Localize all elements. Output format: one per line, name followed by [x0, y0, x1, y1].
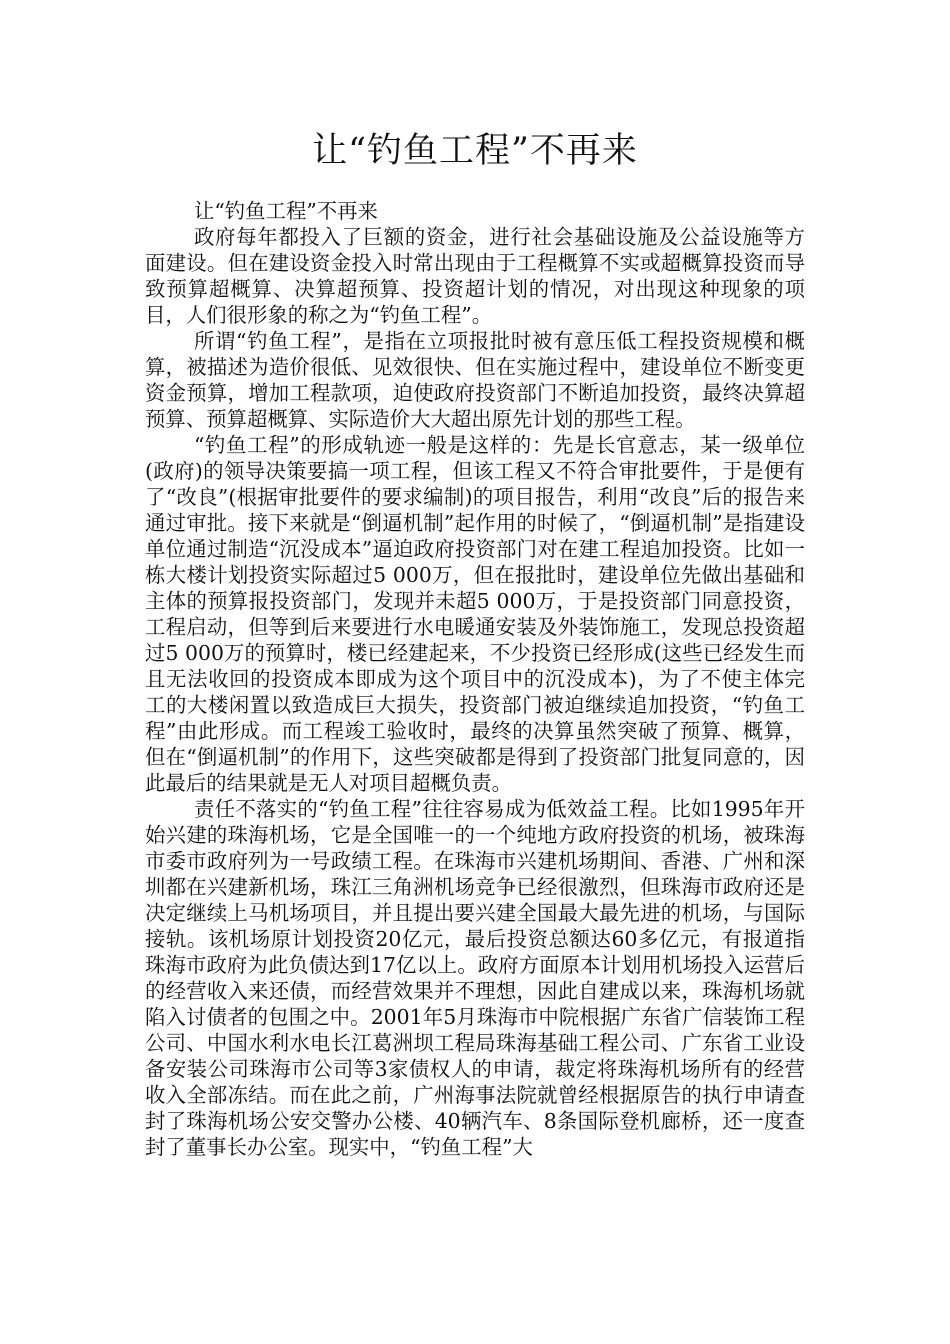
- paragraph-intro: 政府每年都投入了巨额的资金，进行社会基础设施及公益设施等方面建设。但在建设资金投入时常出现由于工程概算不实或超概算投资而导致预算超概算、决算超预算、投资超计划的情况，对出现这种现象的项目，人们很形象的称之为“钓鱼工程”。: [145, 225, 805, 327]
- paragraph-formation: “钓鱼工程”的形成轨迹一般是这样的：先是长官意志，某一级单位(政府)的领导决策要搞一项工程，但该工程又不符合审批要件，于是便有了“改良”(根据审批要件的要求编制)的项目报告，利用“改良”后的报告来通过审批。接下来就是“倒逼机制”起作用的时候了，“倒逼机制”是指建设单位通过制造“沉没成本”逼迫政府投资部门对在建工程追加投资。比如一栋大楼计划投资实际超过5 000万，但在报批时，建设单位先做出基础和主体的预算报投资部门，发现并未超5 000万，于是投资部门同意投资，工程启动，但等到后来要进行水电暖通安装及外装饰施工，发现总投资超过5 000万的预算时，楼已经建起来，不少投资已经形成(这些已经发生而且无法收回的投资成本即成为这个项目中的沉没成本)，为了不使主体完工的大楼闲置以致造成巨大损失，投资部门被迫继续追加投资，“钓鱼工程”由此形成。而工程竣工验收时，最终的决算虽然突破了预算、概算，但在“倒逼机制”的作用下，这些突破都是得到了投资部门批复同意的，因此最后的结果就是无人对项目超概负责。: [145, 433, 805, 795]
- document-subtitle: 让“钓鱼工程”不再来: [193, 199, 378, 223]
- document-title: 让“钓鱼工程”不再来: [312, 131, 638, 171]
- paragraph-example: 责任不落实的“钓鱼工程”往往容易成为低效益工程。比如1995年开始兴建的珠海机场，它是全国唯一的一个纯地方政府投资的机场，被珠海市委市政府列为一号政绩工程。在珠海市兴建机场期间、香港、广州和深圳都在兴建新机场，珠江三角洲机场竞争已经很激烈，但珠海市政府还是决定继续上马机场项目，并且提出要兴建全国最大最先进的机场，与国际接轨。该机场原计划投资20亿元，最后投资总额达60多亿元，有报道指珠海市政府为此负债达到17亿以上。政府方面原本计划用机场投入运营后的经营收入来还债，而经营效果并不理想，因此自建成以来，珠海机场就陷入讨债者的包围之中。2001年5月珠海市中院根据广东省广信装饰工程公司、中国水利水电长江葛洲坝工程局珠海基础工程公司、广东省工业设备安装公司珠海市公司等3家债权人的申请，裁定将珠海机场所有的经营收入全部冻结。而在此之前，广州海事法院就曾经根据原告的执行申请查封了珠海机场公安交警办公楼、40辆汽车、8条国际登机廊桥，还一度查封了董事长办公室。现实中，“钓鱼工程”大: [145, 797, 805, 1159]
- paragraph-definition: 所谓“钓鱼工程”，是指在立项报批时被有意压低工程投资规模和概算，被描述为造价很低、见效很快、但在实施过程中，建设单位不断变更资金预算，增加工程款项，迫使政府投资部门不断追加投资，最终决算超预算、预算超概算、实际造价大大超出原先计划的那些工程。: [145, 329, 805, 431]
- document-body: [145, 198, 805, 1160]
